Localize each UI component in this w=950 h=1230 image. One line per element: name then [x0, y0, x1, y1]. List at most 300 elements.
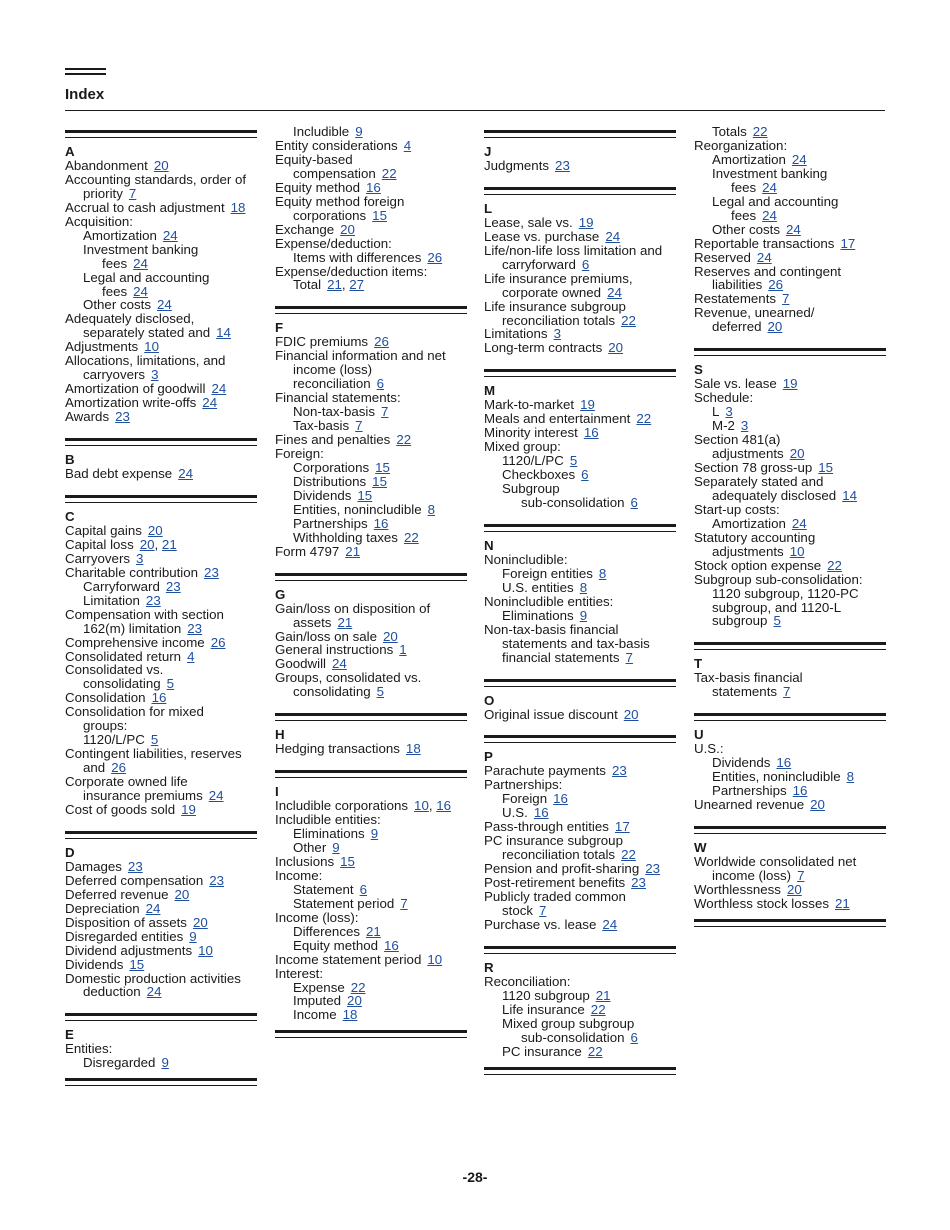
page-ref-link[interactable]: 10 [414, 798, 429, 814]
index-entry [694, 195, 886, 209]
index-entry [694, 489, 886, 503]
page-ref-link[interactable]: 24 [202, 395, 218, 411]
index-entry [484, 230, 676, 244]
entry-text: Carryovers [65, 550, 131, 566]
entry-text: corporations [293, 207, 367, 223]
entry-text: Consolidation [65, 690, 146, 706]
page-ref-link[interactable]: 20 [383, 628, 398, 644]
page-ref-link[interactable]: 22 [621, 847, 636, 863]
index-entry [694, 251, 886, 265]
page-ref-link[interactable]: 24 [785, 221, 801, 237]
index-entry [275, 981, 467, 995]
page-ref-link[interactable]: 19 [580, 397, 595, 413]
page-ref-link[interactable]: 20 [623, 706, 639, 722]
page-ref-link[interactable]: 7 [782, 291, 790, 307]
entry-text: Deferred revenue [65, 886, 169, 902]
section-letter: E [65, 1027, 74, 1043]
index-entry [65, 410, 257, 424]
index-entry [484, 890, 676, 904]
page-ref-link[interactable]: 24 [133, 255, 148, 271]
page-ref-link[interactable]: 7 [797, 867, 805, 883]
page-ref-link[interactable]: 6 [376, 376, 385, 392]
page-ref-link[interactable]: 10 [789, 543, 805, 559]
page-ref-link[interactable]: 3 [725, 404, 733, 420]
page-ref-link[interactable]: 26 [374, 334, 389, 350]
entry-text: Limitations [484, 326, 548, 342]
page-ref-link[interactable]: 24 [756, 249, 772, 265]
entry-text: Financial information and net [275, 348, 446, 364]
section-letter: L [484, 200, 493, 216]
entry-text: Total [293, 277, 322, 293]
page-ref-link[interactable]: 21 [834, 895, 850, 911]
page-ref-link[interactable]: 3 [553, 326, 561, 342]
page-ref-link[interactable]: 3 [151, 367, 159, 383]
page-ref-link[interactable]: 10 [427, 951, 443, 967]
page-ref-link[interactable]: 22 [752, 124, 768, 139]
index-entry [65, 775, 257, 789]
index-entry [65, 368, 257, 382]
page-ref-link[interactable]: 15 [818, 459, 834, 475]
page-ref-link[interactable]: 17 [614, 819, 630, 835]
index-entry [275, 657, 467, 671]
index-entry [694, 883, 886, 897]
index-entry [484, 244, 676, 258]
page-ref-link[interactable]: 24 [791, 151, 807, 167]
section-letter: M [484, 383, 496, 399]
index-entry [65, 944, 257, 958]
index-entry [484, 609, 676, 623]
index-section-g [275, 573, 467, 700]
page-ref-link[interactable]: 16 [373, 515, 389, 531]
page-ref-link[interactable]: 24 [156, 297, 172, 313]
entry-text: Partnerships [712, 783, 787, 799]
page-ref-link[interactable]: 16 [553, 791, 568, 807]
entry-text: income (loss) [712, 867, 792, 883]
page-ref-link[interactable]: 20 [340, 221, 355, 237]
entry-text: Adequately disclosed, [65, 311, 195, 327]
entry-text: Other costs [712, 221, 780, 237]
index-entry [694, 306, 886, 320]
index-entry [65, 972, 257, 986]
index-entry [275, 349, 467, 363]
page-ref-link[interactable]: 16 [436, 798, 452, 814]
entry-text: Charitable contribution [65, 564, 199, 580]
entry-text: Long-term contracts [484, 340, 603, 356]
entry-text: statements [712, 684, 778, 700]
page-ref-link[interactable]: 23 [645, 861, 661, 877]
page-ref-link[interactable]: 20 [147, 522, 163, 538]
index-entry [484, 553, 676, 567]
page-ref-link[interactable]: 15 [372, 207, 387, 223]
page-ref-link[interactable]: 26 [427, 249, 443, 265]
page-ref-link[interactable]: 23 [165, 578, 181, 594]
page-ref-link[interactable]: 22 [381, 165, 397, 181]
section-letter: R [484, 959, 494, 975]
index-entry [275, 545, 467, 559]
page-ref-link[interactable]: 23 [555, 157, 570, 173]
index-entry [275, 925, 467, 939]
page-ref-link[interactable]: 3 [740, 418, 749, 434]
entry-text: Foreign [502, 791, 548, 807]
entry-text: Equity method [293, 937, 379, 953]
entry-text: Gain/loss on sale [275, 628, 377, 644]
index-entry [484, 820, 676, 834]
index-entry [694, 405, 886, 419]
page-ref-link[interactable]: 20 [192, 914, 208, 930]
page-ref-link[interactable]: 22 [350, 979, 366, 995]
entry-text: Statement [293, 881, 354, 897]
page-ref-link[interactable]: 27 [349, 277, 365, 293]
page-ref-link[interactable]: 24 [211, 381, 227, 397]
index-entry [694, 125, 886, 139]
index-section-l [484, 187, 676, 355]
entry-text: adjustments [712, 446, 784, 462]
index-entry [65, 622, 257, 636]
index-section-c [65, 495, 257, 817]
index-entry [65, 187, 257, 201]
entry-text: Differences [293, 923, 361, 939]
entry-text: stock [502, 902, 534, 918]
page-ref-link[interactable]: 9 [355, 124, 363, 139]
page-ref-link[interactable]: 8 [427, 501, 436, 517]
section-letter: A [65, 144, 75, 159]
page-ref-link[interactable]: 23 [145, 592, 161, 608]
page-ref-link[interactable]: 5 [773, 613, 781, 629]
entry-text: Start-up costs: [694, 501, 780, 517]
index-entry [484, 764, 676, 778]
page-ref-link[interactable]: 22 [396, 432, 412, 448]
page-ref-link[interactable]: 24 [208, 788, 224, 804]
index-section-continued [694, 125, 886, 334]
index-entry [65, 524, 257, 538]
page-ref-link[interactable]: 23 [187, 620, 203, 636]
entry-text: Equity method foreign [275, 193, 405, 209]
page-ref-link[interactable]: 22 [403, 529, 419, 545]
section-rule [694, 713, 886, 721]
page-ref-link[interactable]: 18 [405, 741, 421, 757]
entry-text: sub-consolidation [521, 495, 625, 511]
page-ref-link[interactable]: 19 [782, 376, 798, 392]
entry-text: Form 4797 [275, 543, 340, 559]
page-ref-link[interactable]: 7 [355, 418, 363, 434]
index-entry [65, 663, 257, 677]
page-ref-link[interactable]: 14 [842, 487, 857, 503]
page-ref-link[interactable]: 8 [846, 769, 855, 785]
index-column-4 [694, 125, 886, 927]
entry-text: Fines and penalties [275, 432, 391, 448]
entry-text: financial statements [502, 649, 620, 665]
entry-text: Comprehensive income [65, 634, 205, 650]
page-ref-link[interactable]: 9 [579, 607, 588, 623]
index-entry [65, 285, 257, 299]
entry-text: Abandonment [65, 157, 148, 173]
page-ref-link[interactable]: 23 [631, 875, 646, 891]
page-ref-link[interactable]: 18 [342, 1007, 358, 1023]
index-entry [275, 883, 467, 897]
section-rule [275, 713, 467, 721]
entry-text: Domestic production activities [65, 970, 241, 986]
title-divider [65, 110, 885, 111]
entry-text: Limitation [83, 592, 140, 608]
page-ref-link[interactable]: 23 [204, 564, 219, 580]
index-entry [694, 855, 886, 869]
page-ref-link[interactable]: 21 [595, 987, 611, 1003]
index-entry [275, 447, 467, 461]
index-entry [694, 181, 886, 195]
page-ref-link[interactable]: 22 [636, 411, 652, 427]
page-ref-link[interactable]: 22 [587, 1043, 603, 1059]
entry-text: Distributions [293, 473, 367, 489]
index-entry [694, 770, 886, 784]
page-ref-link[interactable]: 20 [789, 446, 805, 462]
index-entry [484, 637, 676, 651]
entry-text: Original issue discount [484, 706, 618, 722]
page-ref-link[interactable]: 23 [611, 763, 627, 779]
index-entry [694, 531, 886, 545]
page-ref-link[interactable]: 22 [827, 557, 842, 573]
index-entry [275, 602, 467, 616]
page-ref-link[interactable]: 5 [166, 676, 175, 692]
entry-text: Worthlessness [694, 881, 781, 897]
page-ref-link[interactable]: 16 [533, 805, 549, 821]
page-ref-link[interactable]: 20 [810, 797, 825, 813]
entry-text: Includible corporations [275, 798, 409, 814]
index-entry [694, 685, 886, 699]
entry-text: fees [731, 207, 757, 223]
page-ref-link[interactable]: 4 [403, 137, 412, 153]
entry-text: separately stated and [83, 325, 211, 341]
page-ref-link[interactable]: 24 [332, 656, 347, 672]
page-ref-link[interactable]: 15 [129, 956, 145, 972]
page-ref-link[interactable]: 16 [384, 937, 399, 953]
entry-text: Reconciliation: [484, 973, 571, 989]
page-ref-link[interactable]: 24 [791, 515, 807, 531]
entry-text: statements and tax-basis [502, 635, 650, 651]
entry-text: Entities, nonincludible [293, 501, 422, 517]
page-ref-link[interactable]: 10 [198, 942, 213, 958]
section-rule [275, 770, 467, 778]
page-ref-link[interactable]: 21 [366, 923, 381, 939]
index-entry [275, 195, 467, 209]
page-ref-link[interactable]: 7 [625, 649, 633, 665]
entry-text: Parachute payments [484, 763, 606, 779]
page-ref-link[interactable]: 22 [621, 312, 636, 328]
entry-text: Section 78 gross-up [694, 459, 813, 475]
index-entry [65, 930, 257, 944]
page-ref-link[interactable]: 24 [178, 466, 193, 482]
page-ref-link[interactable]: 18 [230, 199, 246, 215]
page-ref-link[interactable]: 8 [598, 565, 607, 581]
entry-text: Capital gains [65, 522, 142, 538]
page-ref-link[interactable]: 1 [399, 642, 407, 658]
entry-text: fees [102, 283, 128, 299]
page-ref-link[interactable]: 23 [127, 858, 143, 874]
page-ref-link[interactable]: 7 [539, 902, 547, 918]
entry-text: adjustments [712, 543, 784, 559]
index-entry [484, 834, 676, 848]
page-ref-link[interactable]: 7 [783, 684, 791, 700]
index-entry [65, 719, 257, 733]
page-ref-link[interactable]: 24 [607, 284, 622, 300]
page-ref-link[interactable]: 20 [174, 886, 190, 902]
index-entry [65, 789, 257, 803]
page-ref-link[interactable]: 4 [187, 648, 195, 664]
section-rule [694, 348, 886, 356]
entry-text: 1120/L/PC [502, 453, 564, 469]
page-ref-link[interactable]: 21 [345, 543, 361, 559]
page-ref-link[interactable]: 24 [133, 283, 148, 299]
entry-text: 162(m) limitation [83, 620, 182, 636]
index-entry [484, 595, 676, 609]
section-rule [65, 1013, 257, 1021]
page-ref-link[interactable]: 21 [327, 277, 342, 293]
index-entry [484, 412, 676, 426]
entry-text: Inclusions [275, 853, 335, 869]
page-ref-link[interactable]: 6 [630, 1029, 638, 1045]
index-entry [484, 216, 676, 230]
entry-text: Life insurance [502, 1001, 585, 1017]
entry-text: Acquisition: [65, 213, 133, 229]
index-entry [275, 335, 467, 349]
page-ref-link[interactable]: 15 [375, 459, 390, 475]
page-ref-link[interactable]: 26 [111, 760, 126, 776]
index-entry [694, 433, 886, 447]
page-ref-link[interactable]: 19 [181, 801, 196, 817]
index-entry [65, 705, 257, 719]
page-ref-link[interactable]: 15 [357, 487, 373, 503]
page-ref-link[interactable]: 16 [151, 690, 167, 706]
section-rule [65, 831, 257, 839]
page-ref-link[interactable]: 16 [776, 755, 792, 771]
section-letter: G [275, 586, 286, 602]
page-ref-link[interactable]: 24 [762, 179, 777, 195]
index-entry [65, 580, 257, 594]
entry-text: Damages [65, 858, 122, 874]
page-ref-link[interactable]: 24 [162, 227, 178, 243]
page-ref-link[interactable]: 15 [372, 473, 387, 489]
entry-text: Expense [293, 979, 345, 995]
page-ref-link[interactable]: 20 [153, 157, 169, 173]
entry-text: Minority interest [484, 425, 578, 441]
index-entry [275, 377, 467, 391]
page-ref-link[interactable]: 9 [189, 928, 197, 944]
page-ref-link[interactable]: 22 [590, 1001, 606, 1017]
entry-text: Carryforward [83, 578, 160, 594]
index-entry [65, 985, 257, 999]
page-ref-link[interactable]: 8 [579, 579, 588, 595]
page-ref-link[interactable]: 24 [762, 207, 777, 223]
entry-text: fees [102, 255, 128, 271]
index-entry [484, 468, 676, 482]
page-ref-link[interactable]: 7 [400, 895, 408, 911]
page-ref-link[interactable]: 17 [840, 235, 856, 251]
index-entry [484, 1031, 676, 1045]
entry-text: Amortization [712, 515, 786, 531]
page-ref-link[interactable]: 5 [150, 732, 159, 748]
page-ref-link[interactable]: 21 [337, 614, 353, 630]
page-ref-link[interactable]: 6 [630, 495, 638, 511]
section-rule [484, 187, 676, 195]
page-ref-link[interactable]: 23 [209, 872, 225, 888]
entry-text: Amortization write-offs [65, 395, 197, 411]
entry-text: Compensation with section [65, 606, 224, 622]
page-ref-link[interactable]: 14 [216, 325, 231, 341]
page-ref-link[interactable]: 16 [366, 179, 381, 195]
page-ref-link[interactable]: 20 [139, 536, 155, 552]
page-ref-link[interactable]: 24 [145, 900, 161, 916]
page-ref-link[interactable]: 9 [332, 839, 340, 855]
page-ref-link[interactable]: 26 [210, 634, 226, 650]
page-ref-link[interactable]: 9 [370, 826, 379, 842]
index-entry [694, 784, 886, 798]
page-ref-link[interactable]: 3 [136, 550, 144, 566]
page-ref-link[interactable]: 16 [583, 425, 599, 441]
entry-text: Dividend adjustments [65, 942, 193, 958]
entry-text: Sale vs. lease [694, 376, 777, 392]
entry-text: Life/non-life loss limitation and [484, 242, 663, 258]
entry-text: Interest: [275, 965, 324, 981]
entry-text: deduction [83, 984, 141, 1000]
page-ref-link[interactable]: 19 [578, 214, 594, 230]
index-entry: Capital loss 20, 21 [65, 536, 177, 552]
entry-text: Equity-based [275, 151, 353, 167]
page-ref-link[interactable]: 10 [144, 339, 159, 355]
page-ref-link[interactable]: 20 [786, 881, 802, 897]
entry-text: Mixed group: [484, 439, 561, 455]
page-ref-link[interactable]: 21 [161, 536, 177, 552]
page-ref-link[interactable]: 24 [602, 916, 618, 932]
index-entry [65, 874, 257, 888]
index-entry [65, 608, 257, 622]
index-entry [484, 314, 676, 328]
section-letter: J [484, 144, 492, 159]
page-ref-link[interactable]: 20 [347, 993, 362, 1009]
index-entry [275, 939, 467, 953]
page-ref-link[interactable]: 6 [359, 881, 368, 897]
page-ref-link[interactable]: 6 [581, 256, 590, 272]
index-entry [484, 482, 676, 496]
index-entry [484, 848, 676, 862]
index-entry [694, 742, 886, 756]
page-ref-link[interactable]: 23 [115, 409, 130, 425]
index-section-n [484, 524, 676, 665]
page-ref-link[interactable]: 5 [569, 453, 578, 469]
index-entry [694, 447, 886, 461]
page-ref-link[interactable]: 9 [161, 1055, 169, 1071]
page-ref-link[interactable]: 20 [608, 340, 624, 356]
entry-text: priority [83, 185, 123, 201]
page-ref-link[interactable]: 5 [376, 684, 385, 700]
page-ref-link[interactable]: 24 [605, 228, 621, 244]
entry-text: Statutory accounting [694, 529, 816, 545]
page-ref-link[interactable]: 15 [340, 853, 355, 869]
page-ref-link[interactable]: 24 [146, 984, 162, 1000]
index-entry [484, 1045, 676, 1059]
entry-text: Life insurance premiums, [484, 270, 633, 286]
index-entry [694, 517, 886, 531]
page-ref-link[interactable]: 7 [381, 404, 389, 420]
page-ref-link[interactable]: 7 [128, 185, 137, 201]
entry-text: Bad debt expense [65, 466, 173, 482]
entry-text: subgroup [712, 613, 768, 629]
index-entry [275, 475, 467, 489]
page-ref-link[interactable]: 26 [768, 277, 784, 293]
page-ref-link[interactable]: 20 [767, 319, 783, 335]
page-ref-link[interactable]: 6 [581, 467, 589, 483]
page-ref-link[interactable]: 16 [792, 783, 808, 799]
index-entry [484, 454, 676, 468]
entry-text: Restatements [694, 291, 777, 307]
